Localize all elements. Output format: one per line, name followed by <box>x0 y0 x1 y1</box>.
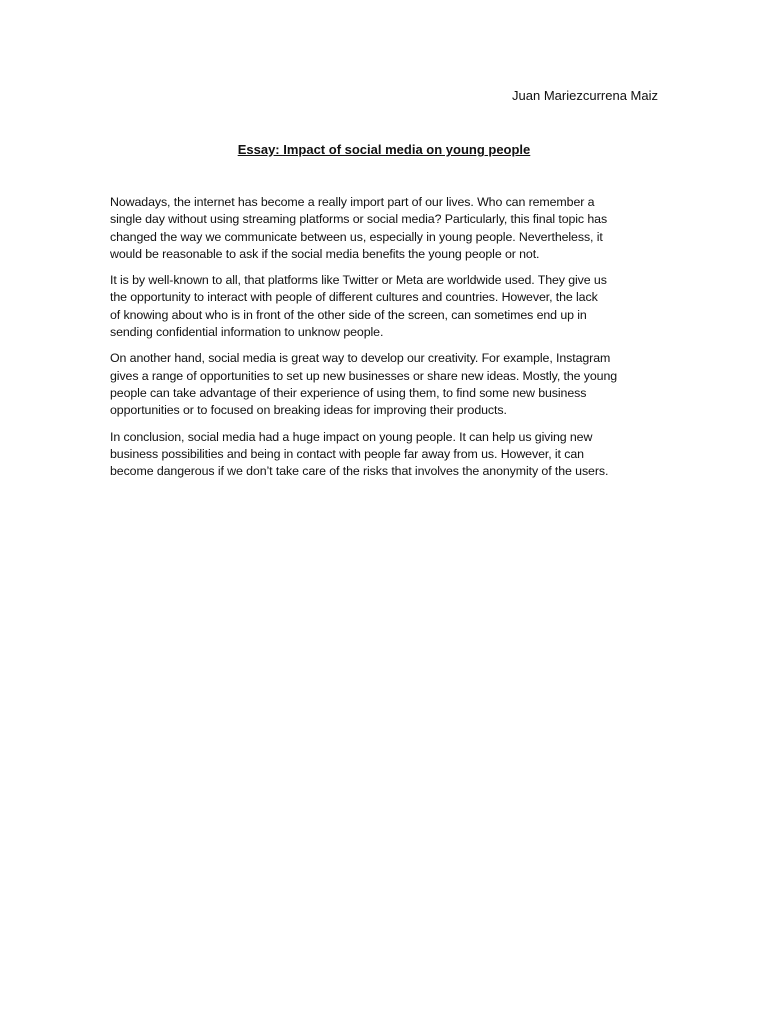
text-line: gives a range of opportunities to set up new businesses or share new ideas. Mostly, the young <box>110 368 618 383</box>
text-line: people can take advantage of their experience of using them, to find some new business <box>110 385 587 400</box>
text-line: changed the way we communicate between us, especially in young people. Nevertheless, it <box>110 229 603 244</box>
text-line: In conclusion, social media had a huge impact on young people. It can help us giving new <box>110 429 593 444</box>
text-line: On another hand, social media is great way to develop our creativity. For example, Instagram <box>110 351 611 366</box>
text-line: opportunities or to focused on breaking ideas for improving their products. <box>110 403 507 418</box>
text-line: Nowadays, the internet has become a really import part of our lives. Who can remember a <box>110 195 595 209</box>
paragraph-platforms <box>110 272 655 341</box>
text-line: sending confidential information to unknow people. <box>110 325 384 340</box>
text-line: It is by well-known to all, that platforms like Twitter or Meta are worldwide used. They give us <box>110 273 607 288</box>
paragraph-creativity <box>110 350 655 419</box>
paragraph-intro <box>110 194 655 263</box>
text-line: single day without using streaming platforms or social media? Particularly, this final topic has <box>110 212 608 227</box>
text-line: would be reasonable to ask if the social media benefits the young people or not. <box>110 246 540 261</box>
text-line: the opportunity to interact with people of different cultures and countries. However, the lack <box>110 290 598 305</box>
text-line: become dangerous if we don’t take care of the risks that involves the anonymity of the users. <box>110 464 609 479</box>
text-line: of knowing about who is in front of the other side of the screen, can sometimes end up in <box>110 307 587 322</box>
author-name: Juan Mariezcurrena Maiz <box>512 88 658 103</box>
paragraph-conclusion <box>110 429 655 481</box>
essay-body <box>110 194 655 489</box>
text-line: business possibilities and being in contact with people far away from us. However, it can <box>110 446 584 461</box>
essay-title: Essay: Impact of social media on young people <box>237 142 531 157</box>
